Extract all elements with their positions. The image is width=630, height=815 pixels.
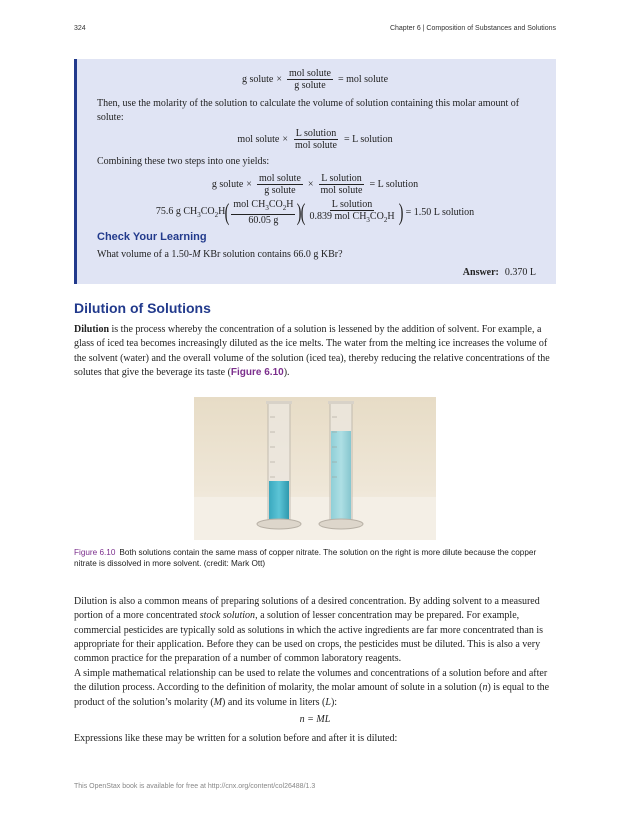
- paragraph-stock-solution: Dilution is also a common means of preparing solutions of a desired concentration. By adding solvent to a measured portion of a more concentrated stock solution, a solution of lesser concentration may be prepared. For example, commercial pesticides are typically sold as solutions in which the active ingredients are far more concentrated than is appropriate for their application. Before they can be used on crops, the pesticides must be diluted. This is also a very common practice for the preparation of a number of common laboratory reagents.: [74, 596, 544, 665]
- check-your-learning-title: Check Your Learning: [97, 231, 207, 243]
- section-title: Dilution of Solutions: [74, 300, 211, 316]
- equation-n-ml: n = ML: [299, 714, 331, 725]
- figure-caption: Figure 6.10 Both solutions contain the same mass of copper nitrate. The solution on the right is more dilute because the copper nitrate is dissolved in more solvent. (credit: Mark Ott): [74, 548, 537, 568]
- paragraph-expressions: Expressions like these may be written for a solution before and after it is diluted:: [74, 733, 398, 744]
- answer: Answer: 0.370 L: [462, 267, 536, 278]
- page-number: 324: [74, 25, 86, 32]
- paragraph-molarity: A simple mathematical relationship can be used to relate the volumes and concentrations of a solution before and after the dilution process. According to the definition of molarity, the molar amount of solute in a solution (n) is equal to the product of the solution’s molarity (M) and its volume in liters (L):: [74, 668, 550, 708]
- chapter-header: Chapter 6 | Composition of Substances and Solutions: [389, 25, 556, 32]
- figure-link[interactable]: Figure 6.10: [230, 366, 284, 378]
- box-paragraph-1: Then, use the molarity of the solution to calculate the volume of solution containing this molar amount of solute:: [97, 98, 520, 123]
- example-box: [74, 59, 556, 284]
- figure-label: Figure 6.10: [74, 548, 116, 557]
- equation-2: mol solute × $\frac{\text{L solution}}{\text{mol solute}}$ = L solution: [237, 128, 393, 151]
- box-paragraph-2: Combining these two steps into one yields:: [97, 156, 270, 167]
- equation-3: g solute × $\frac{\text{mol solute}}{\text{g solute}}$ × $\frac{\text{L solution}}{\text{mol solute}}$ = L solution: [211, 173, 419, 196]
- check-question: What volume of a 1.50-M KBr solution contains 66.0 g KBr?: [97, 249, 343, 260]
- equation-1: g solute × $\frac{\text{mol solute}}{\text{g solute}}$ = mol solute: [241, 68, 389, 91]
- figure-photo-cylinders: [194, 397, 436, 540]
- equation-4: 75.6 g $CH_3CO_2H$ ( $\frac{mol CH_3CO_2H}{60.05 g}$ ) ( $\frac{\text{L solution}}{0.839 mol CH_3CO_2H}$ ) = 1.50 L solution: [155, 199, 475, 226]
- footer: This OpenStax book is available for free at http://cnx.org/content/col26488/1.3: [74, 783, 316, 790]
- paragraph-dilution: Dilution is the process whereby the concentration of a solution is lessened by the addition of solvent. For example, a glass of iced tea becomes increasingly diluted as the ice melts. The water from the melting ice increases the volume of the solvent (water) and the overall volume of the solution (iced tea), thereby reducing the relative concentrations of the solutes that give the beverage its taste (Figure 6.10).: [74, 324, 550, 378]
